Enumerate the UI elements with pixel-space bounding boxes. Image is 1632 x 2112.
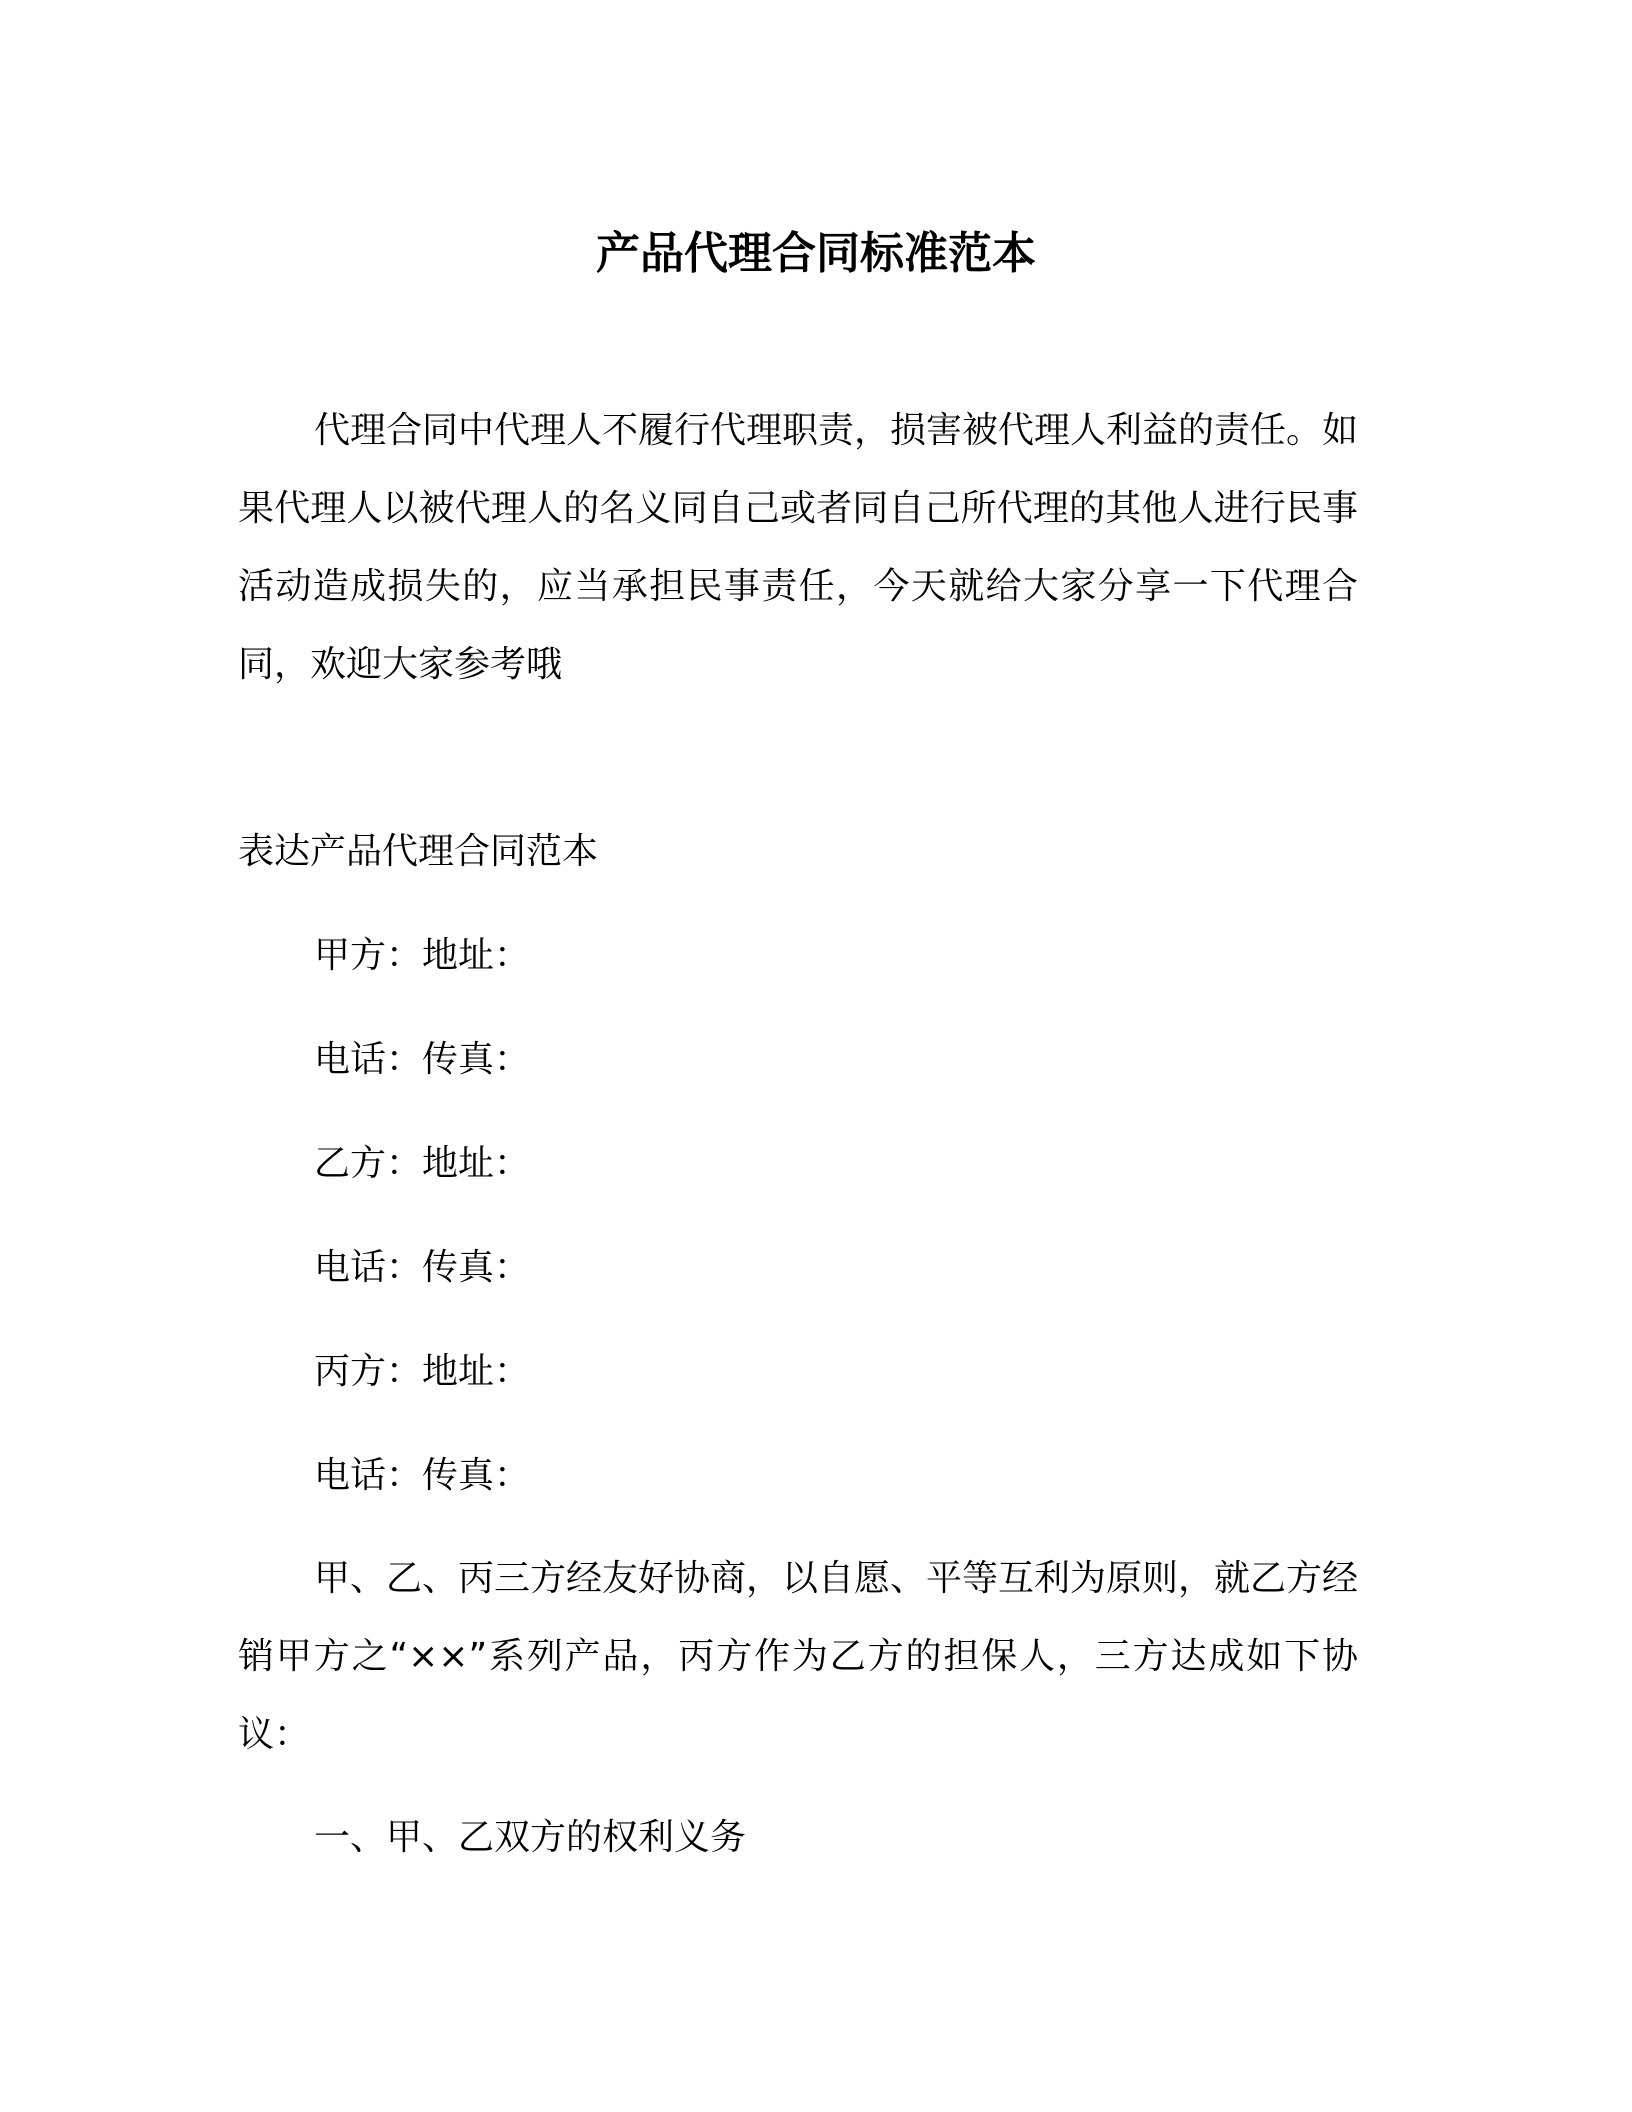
section-1-heading: 一、甲、乙双方的权利义务	[314, 1817, 747, 1858]
party-c-address: 丙方：地址：	[314, 1351, 531, 1392]
party-b-contact: 电话：传真：	[314, 1247, 531, 1288]
agreement-intro-paragraph: 甲、乙、丙三方经友好协商，以自愿、平等互利为原则，就乙方经销甲方之“××”系列产品，丙方作为乙方的担保人，三方达成如下协议：	[238, 1558, 1359, 1755]
document-title: 产品代理合同标准范本	[596, 228, 1036, 279]
intro-paragraph: 代理合同中代理人不履行代理职责，损害被代理人利益的责任。如果代理人以被代理人的名义同自己或者同自己所代理的其他人进行民事活动造成损失的，应当承担民事责任，今天就给大家分享一下代理合同，欢迎大家参考哦	[238, 410, 1359, 685]
party-a-contact: 电话：传真：	[314, 1039, 531, 1080]
party-a-address: 甲方：地址：	[314, 935, 531, 976]
party-b-address: 乙方：地址：	[314, 1143, 531, 1184]
party-c-contact: 电话：传真：	[314, 1455, 531, 1496]
contract-subtitle: 表达产品代理合同范本	[238, 831, 599, 872]
